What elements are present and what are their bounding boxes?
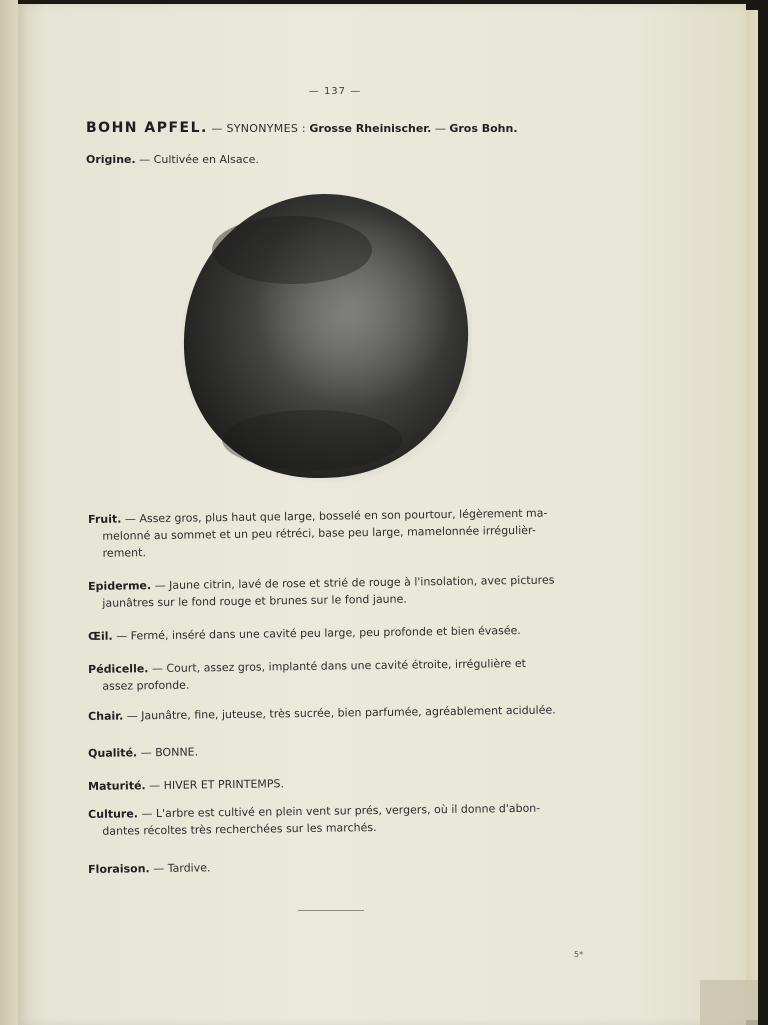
entry-text: rement.	[102, 546, 146, 560]
synonym-1: Grosse Rheinischer.	[309, 122, 432, 135]
entry-text: assez profonde.	[102, 678, 190, 693]
synonym-2: Gros Bohn.	[449, 122, 518, 135]
entry-text: — Jaune citrin, lavé de rose et strié de rouge à l'insolation, avec pictures	[154, 573, 555, 593]
entry-text: dantes récoltes très recherchées sur les marchés.	[102, 820, 377, 838]
entry-label: Qualité.	[88, 746, 138, 760]
entry-title	[86, 120, 646, 136]
entry-label: Fruit.	[88, 512, 122, 526]
entry-label: Œil.	[88, 629, 113, 643]
entry-label: Maturité.	[88, 779, 146, 793]
entry-label: Chair.	[88, 709, 124, 723]
left-page-edge	[0, 0, 18, 1025]
entry-text: — HIVER ET PRINTEMPS.	[149, 777, 285, 793]
entry-label: Floraison.	[88, 862, 150, 876]
entry-text: — Tardive.	[153, 861, 211, 876]
signature-mark: 5*	[574, 950, 584, 959]
entry-pedicelle	[88, 654, 568, 695]
entry-text: — L'arbre est cultivé en plein vent sur prés, vergers, où il donne d'abon-	[141, 801, 541, 821]
page-number: — 137 —	[308, 86, 362, 97]
origin-text: — Cultivée en Alsace.	[139, 153, 259, 166]
entry-text: — Jaunâtre, fine, juteuse, très sucrée, bien parfumée, agréablement acidulée.	[126, 703, 556, 723]
entry-label: Epiderme.	[88, 579, 152, 593]
section-divider	[298, 910, 364, 911]
apple-image	[172, 190, 472, 485]
entry-label: Culture.	[88, 807, 139, 821]
origin-label: Origine.	[86, 153, 136, 166]
entry-text: jaunâtres sur le fond rouge et brunes sur le fond jaune.	[102, 592, 407, 610]
origin-line	[86, 153, 259, 166]
synonyms-label: — SYNONYMES :	[211, 122, 306, 135]
entry-text: — Assez gros, plus haut que large, bosselé en son pourtour, légèrement ma-	[124, 506, 548, 526]
synonym-separator: —	[434, 122, 446, 135]
entry-epiderme	[88, 571, 568, 612]
entry-text: — Court, assez gros, implanté dans une cavité étroite, irrégulière et	[151, 656, 526, 676]
entry-fruit	[88, 504, 569, 562]
apple-photograph	[172, 190, 472, 485]
entry-label: Pédicelle.	[88, 662, 149, 676]
variety-name: BOHN APFEL.	[86, 120, 208, 136]
entry-text: — BONNE.	[140, 745, 199, 760]
corner-logo-icon	[700, 980, 758, 1025]
entry-text: melonné au sommet et un peu rétréci, base peu large, mamelonnée irrégulièr-	[102, 523, 536, 543]
entry-text: — Fermé, inséré dans une cavité peu large, peu profonde et bien évasée.	[116, 623, 521, 643]
entry-culture	[88, 799, 568, 840]
